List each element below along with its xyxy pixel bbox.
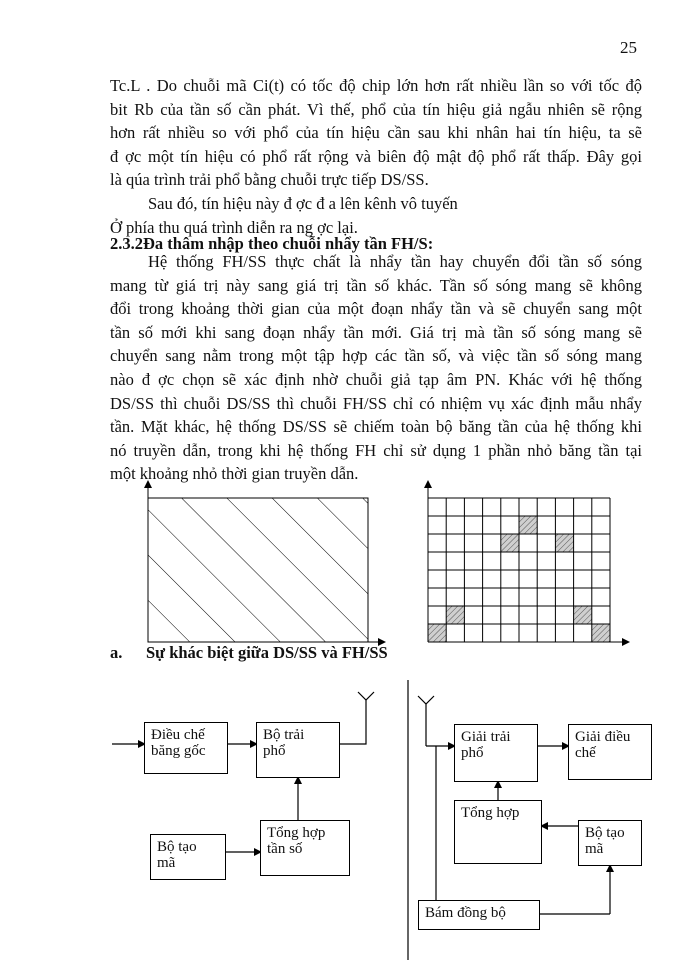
block-label: chế xyxy=(575,745,596,761)
text-line: Sau đó, tín hiệu này đ ợc đ a lên kênh vô tuyến xyxy=(148,193,458,213)
rx-despreader-block xyxy=(454,724,538,782)
block-label: phổ xyxy=(263,743,286,759)
fh-ss-hop-grid xyxy=(428,482,628,642)
occupied-hop-cell xyxy=(446,606,464,624)
tx-code-generator-block xyxy=(150,834,226,880)
rx-sync-tracking-block xyxy=(418,900,540,930)
text-line: tần số mới khi sang đoạn nhẩy tần mới. Giá trị mà tần số sóng mang sẽ xyxy=(110,322,642,342)
page-number: 25 xyxy=(620,38,637,57)
block-label: Giải điều xyxy=(575,729,631,745)
text-line: DS/SS thì chuỗi DS/SS thì chuỗi FH/SS chỉ có nhiệm vụ xác định mẫu nhẩy xyxy=(110,393,642,413)
block-label: Điều chế xyxy=(151,727,205,743)
block-label: phổ xyxy=(461,745,484,761)
occupied-hop-cell xyxy=(574,606,592,624)
tx-synthesizer-block xyxy=(260,820,350,876)
block-label: Bám đồng bộ xyxy=(425,905,506,921)
rx-code-generator-block xyxy=(578,820,642,866)
block-label: tần số xyxy=(267,841,303,857)
block-label: băng gốc xyxy=(151,743,206,759)
block-label: mã xyxy=(585,841,604,857)
text-line: một khoảng nhỏ thời gian truyền dẫn. xyxy=(110,464,359,484)
text-line: hơn rất nhiều so với phổ của tín hiệu cần sau khi nhân hai tín hiệu, ta sẽ xyxy=(110,123,642,143)
block-label: mã xyxy=(157,855,176,871)
occupied-hop-cell xyxy=(519,516,537,534)
text-line: là qúa trình trải phổ bằng chuỗi trực tiếp DS/SS. xyxy=(110,170,429,190)
caption-text: Sự khác biệt giữa DS/SS và FH/SS xyxy=(146,643,388,662)
text-line: Tc.L . Do chuỗi mã Ci(t) có tốc độ chip lớn hơn rất nhiều lần so với tốc độ xyxy=(110,76,642,95)
tx-spreader-block xyxy=(256,722,340,778)
block-label: Bộ tạo xyxy=(585,825,625,841)
occupied-hop-cell xyxy=(592,624,610,642)
text-line: nào đ ợc chọn sẽ xác định nhờ chuỗi giả tạp âm PN. Khác với hệ thống xyxy=(110,369,642,389)
block-label: Tổng hợp xyxy=(461,805,520,821)
section-heading: 2.3.2Đa thâm nhập theo chuỗi nhẩy tần FH/S: xyxy=(110,234,434,253)
occupied-hop-cell xyxy=(555,534,573,552)
occupied-hop-cell xyxy=(501,534,519,552)
tx-modulator-block xyxy=(144,722,228,774)
text-line: mang từ giá trị này sang giá trị tần số khác. Tần số sóng mang sẽ không xyxy=(110,275,642,295)
text-line: chuyển sang nằm trong một tập hợp các tần số, và việc tần số sóng mang xyxy=(110,346,642,366)
block-label: Bộ trải xyxy=(263,727,305,743)
text-line: tần. Mặt khác, hệ thống DS/SS sẽ chiếm toàn bộ băng tần của hệ thống khi xyxy=(110,417,642,437)
text-line: đổi trong khoảng thời gian của một đoạn nhẩy tần và sẽ chuyển sang một xyxy=(110,299,642,319)
block-label: Bộ tạo xyxy=(157,839,197,855)
block-label: Tổng hợp xyxy=(267,825,326,841)
text-line: nó truyền dẫn, trong khi hệ thống FH chỉ sử dụng 1 phần nhỏ băng tần tại xyxy=(110,440,642,460)
rx-demodulator-block xyxy=(568,724,652,780)
text-line: Hệ thống FH/SS thực chất là nhẩy tần hay chuyển đổi tần số sóng xyxy=(148,252,642,271)
text-line: Ở phía thu quá trình diễn ra ng ợc lại. xyxy=(110,217,358,237)
block-label: Giải trải xyxy=(461,729,511,745)
caption-label: a. xyxy=(110,643,123,662)
figure-caption xyxy=(110,643,388,663)
ds-ss-spectrum-plot xyxy=(148,482,384,642)
text-line: đ ợc một tín hiệu có phổ rất rộng và biên độ mật độ phổ rất thấp. Đây gọi xyxy=(110,146,642,166)
text-line: bit Rb của tần số cần phát. Vì thế, phổ của tín hiệu giả ngẫu nhiên sẽ rộng xyxy=(110,99,642,119)
occupied-hop-cell xyxy=(428,624,446,642)
rx-synthesizer-block xyxy=(454,800,542,864)
